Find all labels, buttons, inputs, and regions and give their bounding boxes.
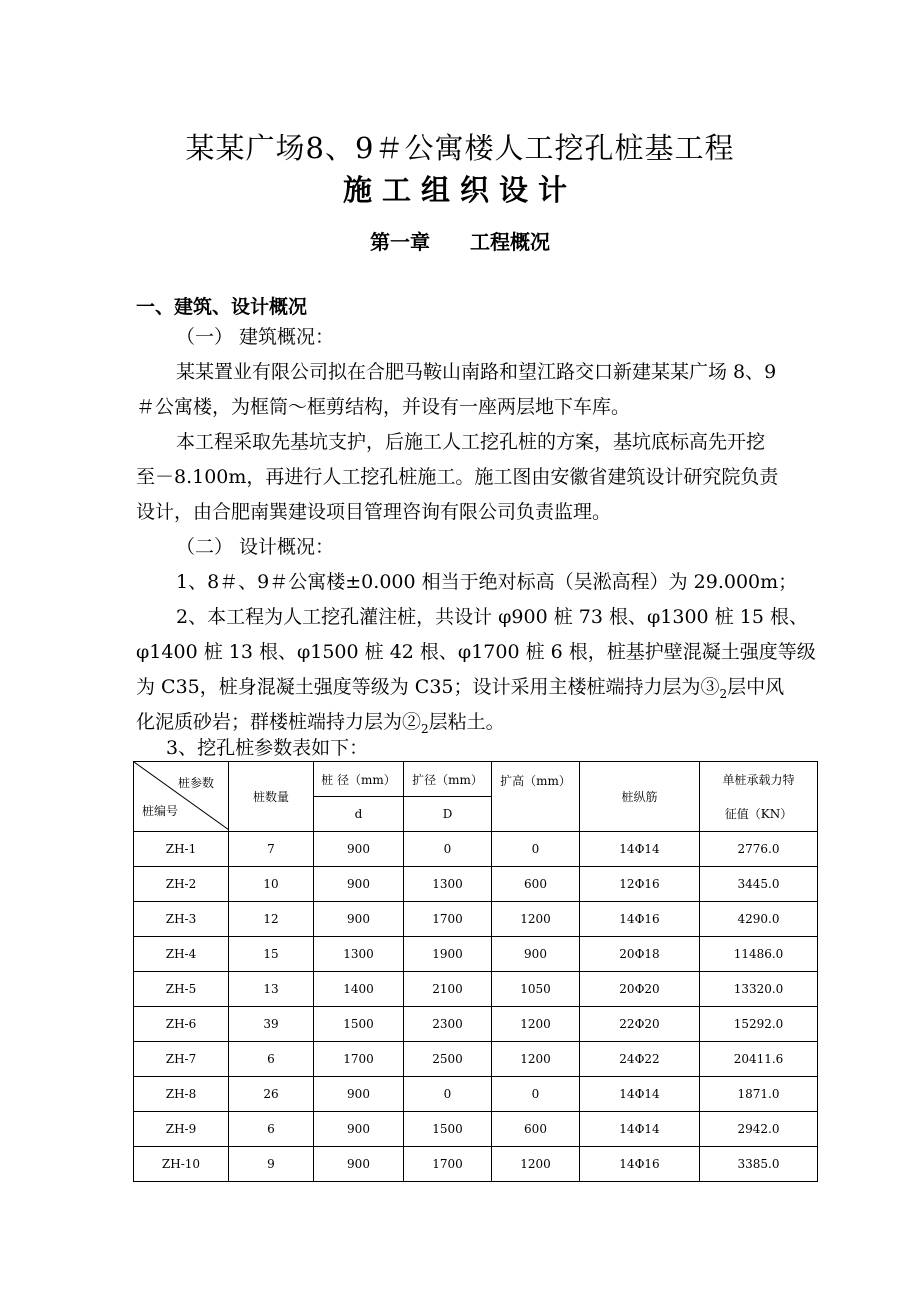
pile-diameter-cell: 1500 <box>314 1007 404 1042</box>
list-item: 1、8＃、9＃公寓楼±0.000 相当于绝对标高（吴淞高程）为 29.000m； <box>176 571 798 593</box>
table-header-row <box>134 762 818 797</box>
pile-id-cell: ZH-9 <box>134 1112 229 1147</box>
expanded-height-cell: 0 <box>492 832 580 867</box>
table-row <box>134 1112 818 1147</box>
bearing-capacity-cell: 11486.0 <box>700 937 818 972</box>
expanded-height-cell: 1200 <box>492 1147 580 1182</box>
header-expanded-diameter: 扩径（mm） <box>404 762 492 797</box>
pile-id-cell: ZH-5 <box>134 972 229 1007</box>
corner-label-top: 桩参数 <box>177 776 214 790</box>
table-row <box>134 1147 818 1182</box>
chapter-number: 第一章 <box>370 230 430 254</box>
pile-id-cell: ZH-7 <box>134 1042 229 1077</box>
longitudinal-rebar-cell: 12Φ16 <box>580 867 700 902</box>
pile-id-cell: ZH-6 <box>134 1007 229 1042</box>
expanded-diameter-cell: 1900 <box>404 937 492 972</box>
document-subtitle: 施工组织设计 <box>342 173 577 207</box>
pile-id-cell: ZH-8 <box>134 1077 229 1112</box>
diagonal-line <box>134 762 229 830</box>
header-expanded-height: 扩高（mm） <box>492 762 580 832</box>
pile-diameter-cell: 900 <box>314 1077 404 1112</box>
paragraph-line: ＃公寓楼，为框筒～框剪结构，并设有一座两层地下车库。 <box>136 396 631 418</box>
header-capacity: 单桩承载力特 征值（KN） <box>700 762 818 832</box>
pile-count-cell: 12 <box>229 902 314 937</box>
longitudinal-rebar-cell: 14Φ14 <box>580 1112 700 1147</box>
pile-count-cell: 39 <box>229 1007 314 1042</box>
longitudinal-rebar-cell: 14Φ14 <box>580 1077 700 1112</box>
bearing-capacity-cell: 4290.0 <box>700 902 818 937</box>
paragraph-line: 某某置业有限公司拟在合肥马鞍山南路和望江路交口新建某某广场 8、9 <box>176 361 777 383</box>
expanded-height-cell: 1050 <box>492 972 580 1007</box>
longitudinal-rebar-cell: 14Φ16 <box>580 1147 700 1182</box>
subsection-heading: （二） 设计概况： <box>176 536 335 558</box>
table-row <box>134 1007 818 1042</box>
pile-count-cell: 26 <box>229 1077 314 1112</box>
expanded-diameter-cell: 0 <box>404 1077 492 1112</box>
pile-diameter-cell: 1300 <box>314 937 404 972</box>
expanded-diameter-cell: 2300 <box>404 1007 492 1042</box>
corner-label-bottom: 桩编号 <box>142 804 179 818</box>
table-row <box>134 902 818 937</box>
chapter-name: 工程概况 <box>470 230 550 254</box>
paragraph-line: 设计，由合肥南巽建设项目管理咨询有限公司负责监理。 <box>136 501 612 523</box>
expanded-height-cell: 600 <box>492 867 580 902</box>
pile-id-cell: ZH-3 <box>134 902 229 937</box>
pile-diameter-cell: 900 <box>314 1112 404 1147</box>
header-rebar: 桩纵筋 <box>580 762 700 832</box>
table-row <box>134 1077 818 1112</box>
expanded-height-cell: 1200 <box>492 902 580 937</box>
list-item: 2、本工程为人工挖孔灌注桩，共设计 φ900 桩 73 根、φ1300 桩 15 根、 <box>176 606 808 628</box>
expanded-height-cell: 1200 <box>492 1042 580 1077</box>
expanded-diameter-cell: 0 <box>404 832 492 867</box>
paragraph-line: φ1400 桩 13 根、φ1500 桩 42 根、φ1700 桩 6 根，桩基护壁混凝土强度等级 <box>136 641 816 663</box>
pile-count-cell: 7 <box>229 832 314 867</box>
paragraph-line: 至－8.100m，再进行人工挖孔桩施工。施工图由安徽省建筑设计研究院负责 <box>136 466 779 488</box>
longitudinal-rebar-cell: 22Φ20 <box>580 1007 700 1042</box>
expanded-height-cell: 0 <box>492 1077 580 1112</box>
table-row <box>134 972 818 1007</box>
document-title: 某某广场8、9＃公寓楼人工挖孔桩基工程 <box>185 131 735 165</box>
table-row <box>134 867 818 902</box>
expanded-diameter-cell: 1700 <box>404 902 492 937</box>
longitudinal-rebar-cell: 14Φ14 <box>580 832 700 867</box>
pile-diameter-cell: 900 <box>314 902 404 937</box>
expanded-diameter-cell: 2500 <box>404 1042 492 1077</box>
expanded-height-cell: 600 <box>492 1112 580 1147</box>
expanded-diameter-cell: 1500 <box>404 1112 492 1147</box>
bearing-capacity-cell: 1871.0 <box>700 1077 818 1112</box>
expanded-diameter-cell: 1700 <box>404 1147 492 1182</box>
pile-diameter-cell: 1400 <box>314 972 404 1007</box>
header-diameter: 桩 径（mm） <box>314 762 404 797</box>
list-item: 3、挖孔桩参数表如下： <box>166 737 369 759</box>
pile-count-cell: 6 <box>229 1042 314 1077</box>
table-row <box>134 1042 818 1077</box>
longitudinal-rebar-cell: 14Φ16 <box>580 902 700 937</box>
expanded-height-cell: 900 <box>492 937 580 972</box>
paragraph-line: 为 C35，桩身混凝土强度等级为 C35；设计采用主楼桩端持力层为$③_2$层中风 <box>136 676 785 701</box>
bearing-capacity-cell: 20411.6 <box>700 1042 818 1077</box>
pile-id-cell: ZH-10 <box>134 1147 229 1182</box>
subsection-heading: （一） 建筑概况： <box>176 326 335 348</box>
pile-diameter-cell: 900 <box>314 832 404 867</box>
pile-id-cell: ZH-4 <box>134 937 229 972</box>
expanded-diameter-cell: 2100 <box>404 972 492 1007</box>
header-count: 桩数量 <box>229 762 314 832</box>
table-corner-cell <box>134 762 229 832</box>
pile-count-cell: 15 <box>229 937 314 972</box>
pile-diameter-cell: 900 <box>314 1147 404 1182</box>
pile-parameter-table <box>133 761 818 1182</box>
pile-id-cell: ZH-2 <box>134 867 229 902</box>
paragraph-line: 本工程采取先基坑支护，后施工人工挖孔桩的方案，基坑底标高先开挖 <box>176 431 766 453</box>
expanded-diameter-cell: 1300 <box>404 867 492 902</box>
pile-count-cell: 9 <box>229 1147 314 1182</box>
bearing-capacity-cell: 2776.0 <box>700 832 818 867</box>
bearing-capacity-cell: 3385.0 <box>700 1147 818 1182</box>
pile-diameter-cell: 1700 <box>314 1042 404 1077</box>
pile-id-cell: ZH-1 <box>134 832 229 867</box>
bearing-capacity-cell: 13320.0 <box>700 972 818 1007</box>
pile-count-cell: 13 <box>229 972 314 1007</box>
pile-count-cell: 6 <box>229 1112 314 1147</box>
chapter-heading <box>0 226 920 258</box>
expanded-height-cell: 1200 <box>492 1007 580 1042</box>
table-row <box>134 832 818 867</box>
header-expanded-diameter-symbol: D <box>404 797 492 832</box>
header-diameter-symbol: d <box>314 797 404 832</box>
pile-diameter-cell: 900 <box>314 867 404 902</box>
longitudinal-rebar-cell: 20Φ18 <box>580 937 700 972</box>
longitudinal-rebar-cell: 20Φ20 <box>580 972 700 1007</box>
table-row <box>134 937 818 972</box>
bearing-capacity-cell: 3445.0 <box>700 867 818 902</box>
bearing-capacity-cell: 2942.0 <box>700 1112 818 1147</box>
paragraph-line: 化泥质砂岩；群楼桩端持力层为$②_2$层粘土。 <box>136 711 505 736</box>
pile-count-cell: 10 <box>229 867 314 902</box>
section-heading: 一、建筑、设计概况 <box>136 296 308 318</box>
bearing-capacity-cell: 15292.0 <box>700 1007 818 1042</box>
longitudinal-rebar-cell: 24Φ22 <box>580 1042 700 1077</box>
